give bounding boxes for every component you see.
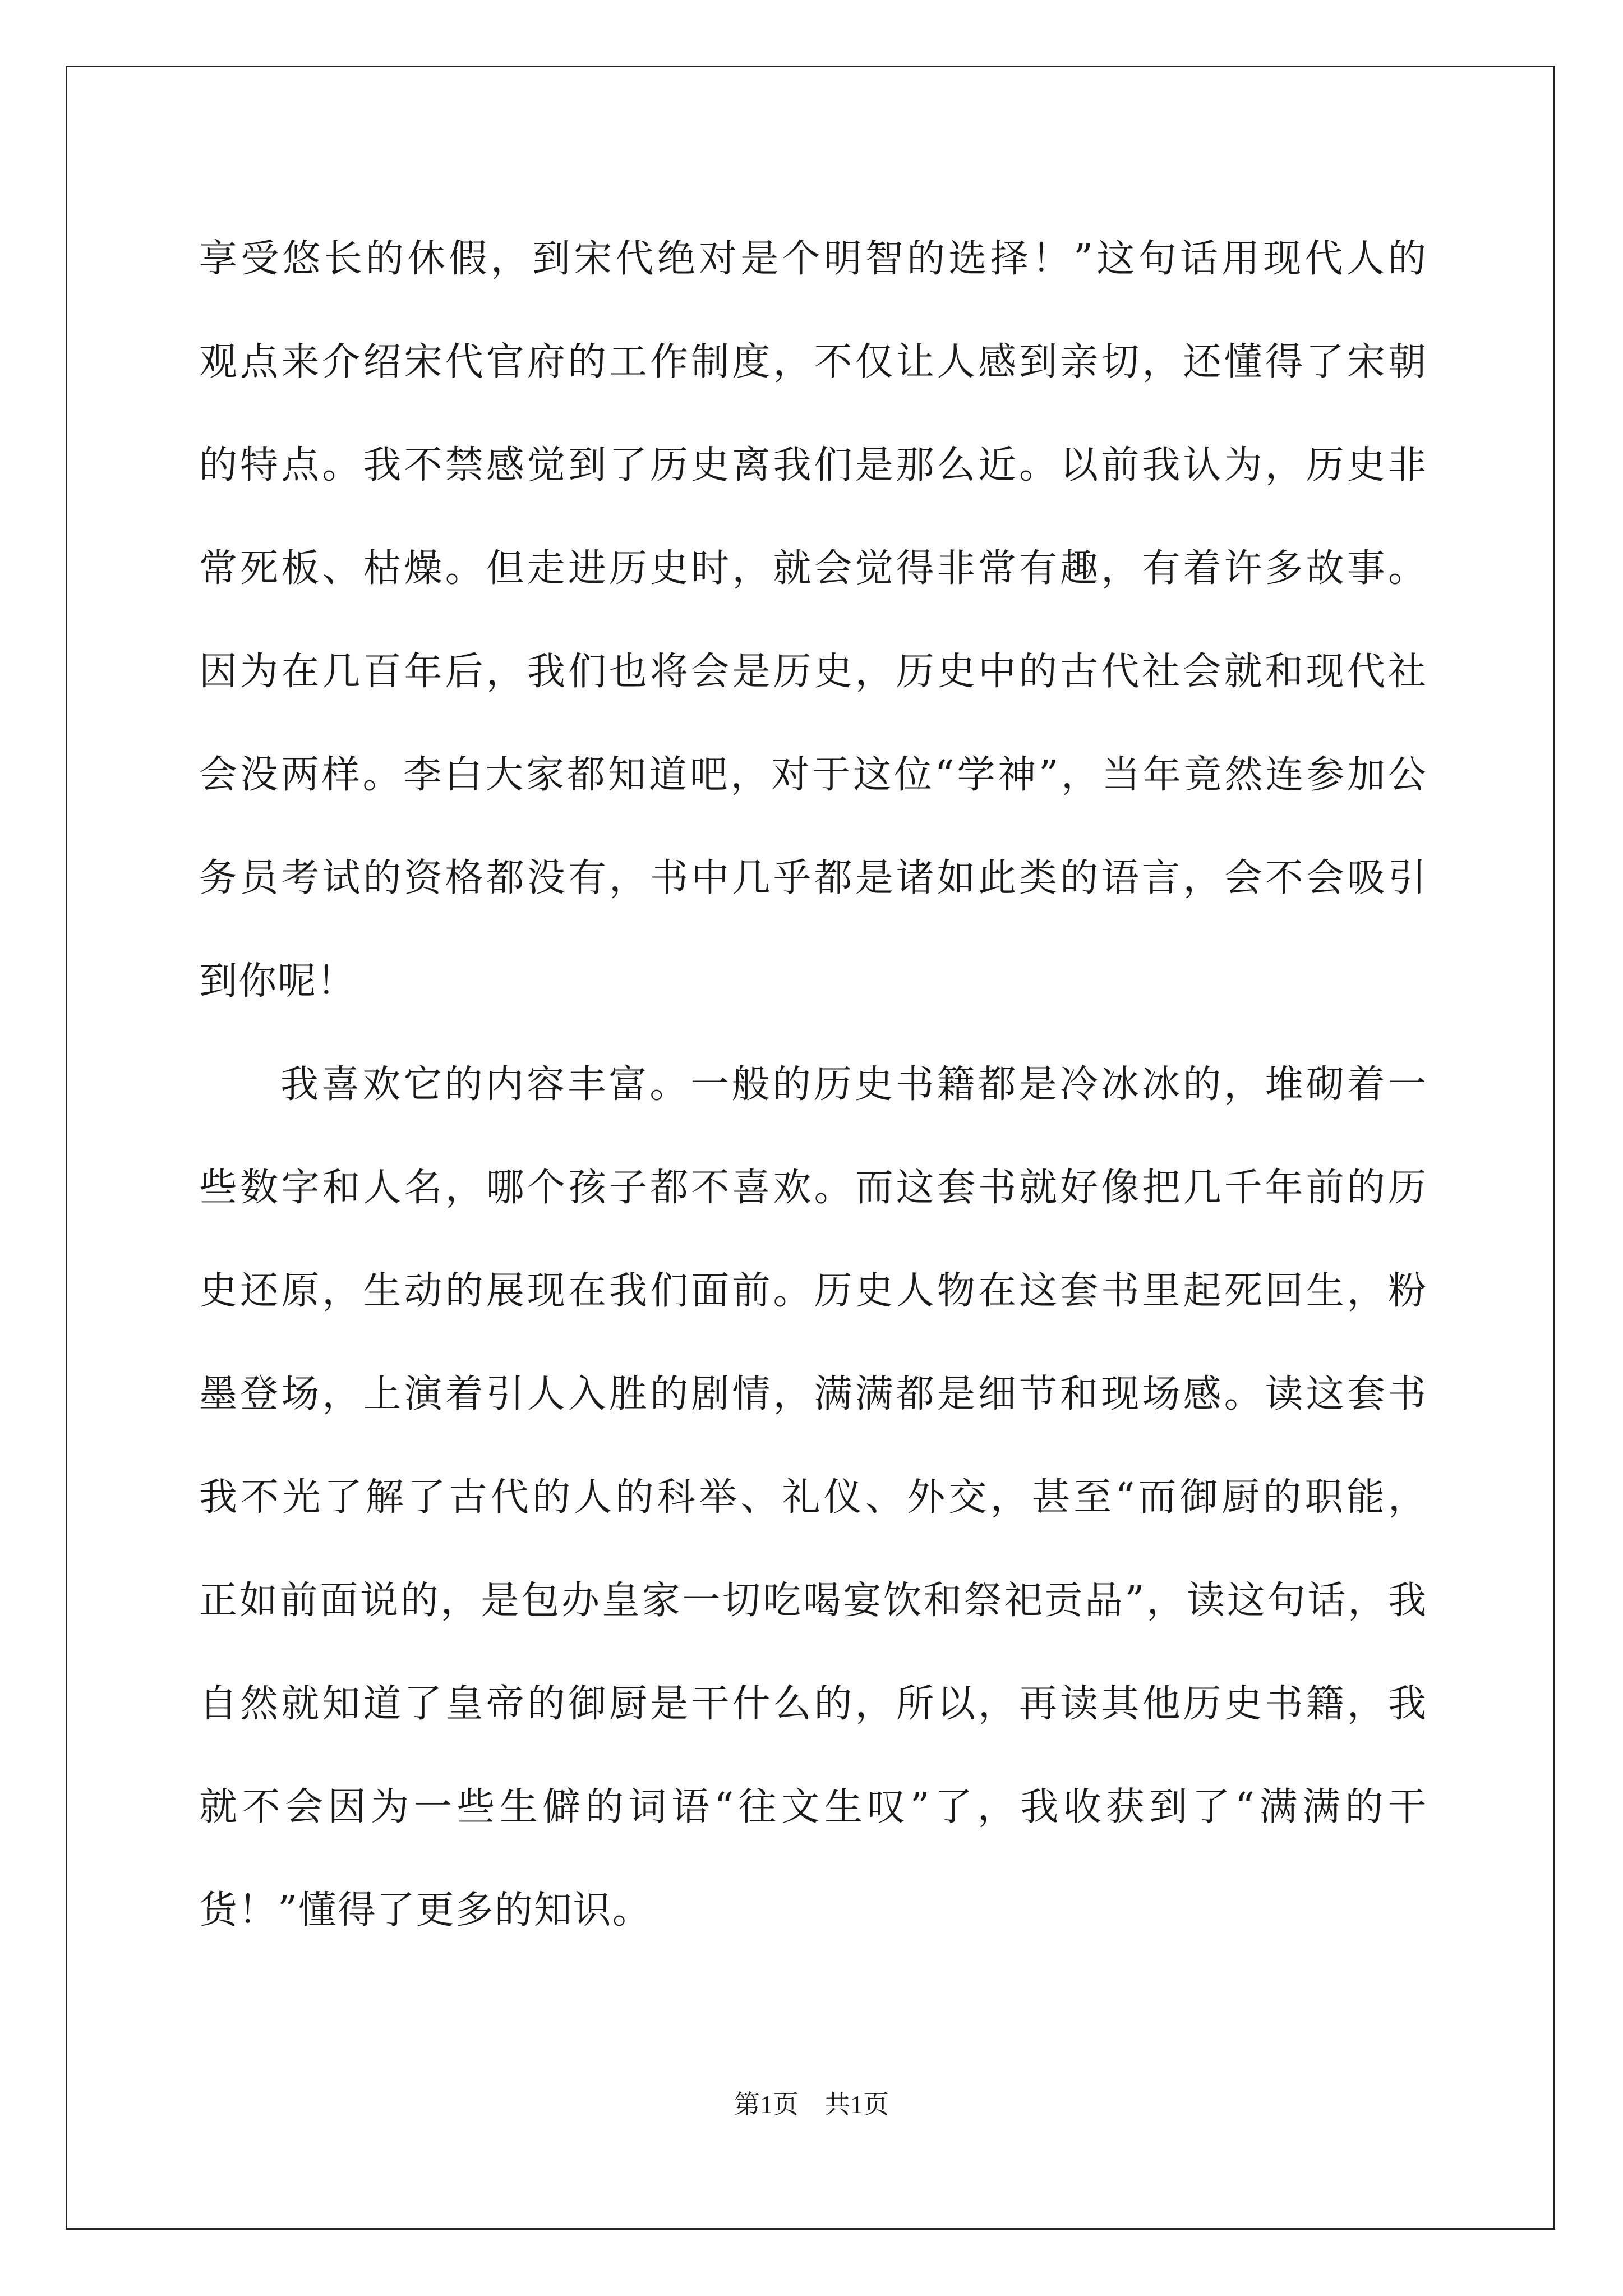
text-line: 因为在几百年后，我们也将会是历史，历史中的古代社会就和现代社 (199, 650, 1427, 694)
paragraph-1 (199, 208, 1427, 1033)
text-line: 货！”懂得了更多的知识。 (199, 1888, 652, 1932)
text-line: 我不光了解了古代的人的科举、礼仪、外交，甚至“而御厨的职能， (199, 1475, 1427, 1520)
page-total: 共1页 (824, 2090, 889, 2119)
text-line: 我喜欢它的内容丰富。一般的历史书籍都是冷冰冰的，堆砌着一 (280, 1062, 1427, 1107)
text-line: 常死板、枯燥。但走进历史时，就会觉得非常有趣，有着许多故事。 (199, 546, 1427, 591)
text-line: 的特点。我不禁感觉到了历史离我们是那么近。以前我认为，历史非 (199, 443, 1427, 487)
text-line: 观点来介绍宋代官府的工作制度，不仅让人感到亲切，还懂得了宋朝 (199, 340, 1427, 384)
text-line: 正如前面说的，是包办皇家一切吃喝宴饮和祭祀贡品”，读这句话，我 (199, 1579, 1427, 1623)
text-line: 会没两样。李白大家都知道吧，对于这位“学神”，当年竟然连参加公 (199, 753, 1427, 797)
text-line: 些数字和人名，哪个孩子都不喜欢。而这套书就好像把几千年前的历 (199, 1166, 1427, 1210)
page-footer (0, 2088, 1623, 2122)
page-number: 第1页 (734, 2090, 799, 2119)
text-line: 享受悠长的休假，到宋代绝对是个明智的选择！”这句话用现代人的 (199, 237, 1427, 281)
text-line: 史还原，生动的展现在我们面前。历史人物在这套书里起死回生，粉 (199, 1269, 1427, 1313)
text-line: 就不会因为一些生僻的词语“往文生叹”了，我收获到了“满满的干 (199, 1785, 1427, 1829)
text-line: 务员考试的资格都没有，书中几乎都是诸如此类的语言，会不会吸引 (199, 856, 1427, 900)
paragraph-2 (199, 1033, 1427, 1962)
text-line: 墨登场，上演着引人入胜的剧情，满满都是细节和现场感。读这套书 (199, 1372, 1427, 1416)
text-line: 自然就知道了皇帝的御厨是干什么的，所以，再读其他历史书籍，我 (199, 1682, 1427, 1726)
document-body (199, 208, 1427, 1962)
text-line: 到你呢！ (199, 959, 357, 1004)
